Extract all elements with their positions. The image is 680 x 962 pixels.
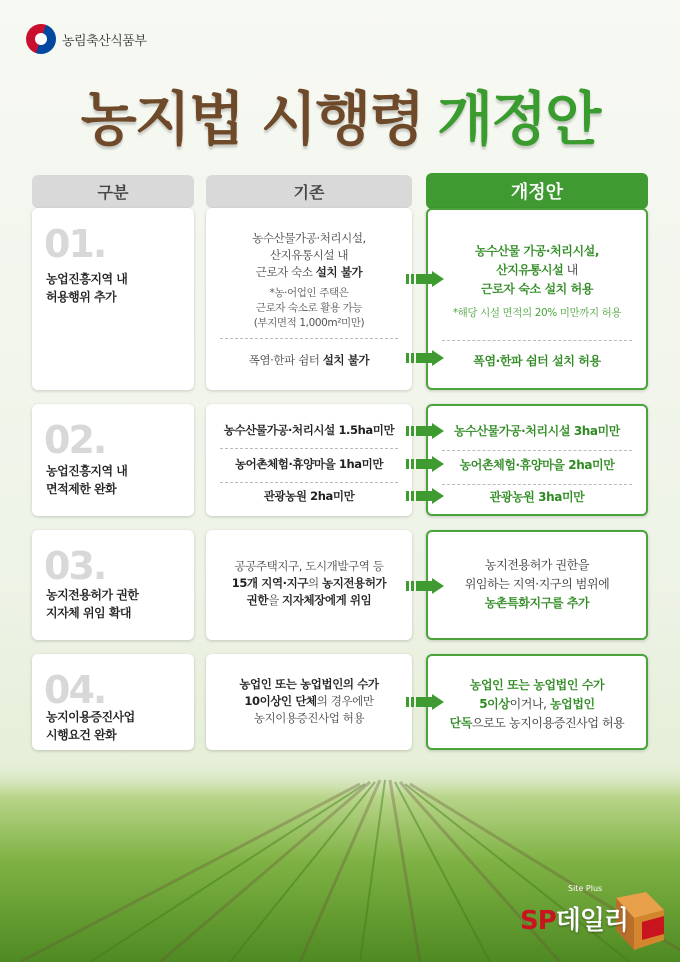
revised-item: 농수산물가공·처리시설 3ha미만: [453, 424, 621, 438]
row-number: 02.: [44, 418, 106, 462]
header-revised: 개정안: [426, 173, 648, 209]
row1-category-card: [32, 208, 194, 390]
row3-existing-card: [206, 530, 412, 640]
revised-text: 농업인 또는 농업법인 수가 5이상이거나, 농업법인 단독으로도 농지이용증진사업 허용: [449, 678, 625, 730]
row4-existing-card: [206, 654, 412, 750]
row-number: 01.: [44, 222, 106, 266]
row2-existing-card: [206, 404, 412, 516]
row-category: 농업진흥지역 내 허용행위 추가: [46, 272, 128, 304]
page-title: [0, 72, 680, 156]
arrow-right-icon: [406, 578, 444, 594]
existing-item: 농어촌체험·휴양마을 1ha미만: [234, 457, 384, 471]
arrow-right-icon: [406, 456, 444, 472]
revised-text: 농지전용허가 권한을 위임하는 지역·지구의 범위에 농촌특화지구를 추가: [464, 558, 610, 610]
existing-text: 공공주택지구, 도시개발구역 등 15개 지역·지구의 농지전용허가 권한을 지자체장에게 위임: [231, 559, 387, 607]
row2-revised-card: [426, 404, 648, 516]
divider: [220, 338, 398, 339]
revised-subtext: 폭염·한파 쉼터 설치 허용: [473, 354, 601, 368]
title-highlight: 개정안: [437, 85, 600, 153]
logo-text: SP데일리: [520, 906, 629, 936]
arrow-right-icon: [406, 350, 444, 366]
row4-revised-card: [426, 654, 648, 750]
existing-item: 관광농원 2ha미만: [263, 489, 355, 503]
revised-text: 농수산물 가공·처리시설, 산지유통시설 내 근로자 숙소 설치 허용: [474, 244, 600, 296]
arrow-right-icon: [406, 488, 444, 504]
revised-item: 관광농원 3ha미만: [489, 490, 585, 504]
ministry-name: 농림축산식품부: [62, 33, 147, 49]
arrow-right-icon: [406, 271, 444, 287]
row-number: 03.: [44, 544, 106, 588]
divider: [442, 484, 632, 485]
row2-category-card: [32, 404, 194, 516]
ministry-logo: [26, 24, 146, 54]
arrow-right-icon: [406, 423, 444, 439]
existing-text: 농수산물가공·처리시설, 산지유통시설 내 근로자 숙소 설치 불가: [252, 231, 366, 279]
row3-revised-card: [426, 530, 648, 640]
row-number: 04.: [44, 668, 106, 712]
revised-note: *해당 시설 면적의 20% 미만까지 허용: [452, 307, 622, 319]
existing-text: 농업인 또는 농업법인의 수가 10이상인 단체의 경우에만 농지이용증진사업 허용: [239, 677, 379, 725]
revised-item: 농어촌체험·휴양마을 2ha미만: [459, 458, 615, 472]
row1-existing-card: [206, 208, 412, 390]
title-main: 농지법 시행령: [80, 85, 424, 153]
arrow-right-icon: [406, 694, 444, 710]
row-category: 농지전용허가 권한 지자체 위임 확대: [46, 588, 139, 620]
existing-subtext: 폭염·한파 쉼터 설치 불가: [248, 353, 370, 367]
taegeuk-emblem-icon: [26, 24, 56, 54]
header-category: 구분: [32, 175, 194, 208]
existing-note: *농·어업인 주택은 근로자 숙소로 활용 가능 (부지면적 1,000m²미만): [253, 287, 365, 329]
divider: [442, 340, 632, 341]
divider: [442, 450, 632, 451]
existing-item: 농수산물가공·처리시설 1.5ha미만: [223, 423, 395, 437]
row-category: 농업진흥지역 내 면적제한 완화: [46, 464, 128, 496]
header-existing: 기존: [206, 175, 412, 208]
row-category: 농지이용증진사업 시행요건 완화: [46, 710, 135, 742]
row4-category-card: [32, 654, 194, 750]
row3-category-card: [32, 530, 194, 640]
divider: [220, 448, 398, 449]
logo-subtitle: Site Plus: [568, 884, 603, 893]
divider: [220, 482, 398, 483]
row1-revised-card: [426, 208, 648, 390]
